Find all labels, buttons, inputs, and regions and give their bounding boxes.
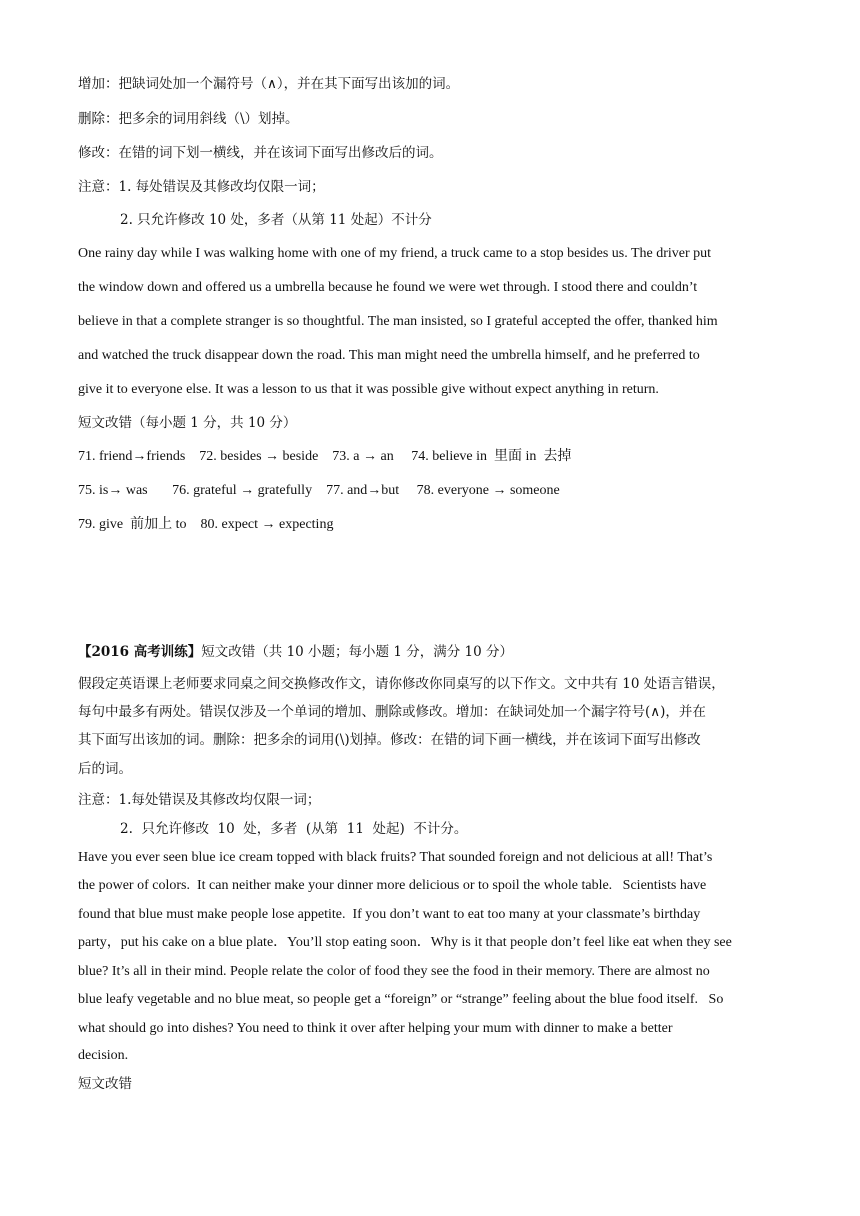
passage2-line-6: blue leafy vegetable and no blue meat, so people get a “foreign” or “strange” feeling about the blue food itself. So [78,992,724,1007]
passage2-line-8: decision. [78,1048,129,1063]
note-line-2: 2. 只允许修改 10 处，多者 (从第 11 处起) 不计分。 [120,821,468,837]
passage1-line-1: One rainy day while I was walking home with one of my friend, a truck came to a stop besides us. The driver put [78,246,712,261]
answer-line-3: 79. give 前加上 to 80. expect → expecting [78,517,334,532]
passage2-line-4: party，put his cake on a blue plate．You’ll stop eating soon．Why is it that people don’t feel like eat when they see [78,935,732,950]
note-line-1: 注意：1.每处错误及其修改均仅限一词； [78,792,321,808]
answer-heading: 短文改错（每小题 1 分，共 10 分） [78,415,297,431]
instructions-line-2: 每句中最多有两处。错误仅涉及一个单词的增加、删除或修改。增加：在缺词处加一个漏字符号(∧)，并在 [78,704,706,720]
answer-line-2: 75. is→ was 76. grateful → gratefully 77. and→but 78. everyone → someone [78,483,560,498]
rule-add: 增加：把缺词处加一个漏符号（∧），并在其下面写出该加的词。 [78,76,460,92]
section2-title-rest: 短文改错（共 10 小题；每小题 1 分，满分 10 分） [201,644,513,660]
section2-title-bold: 【2016 高考训练】 [78,644,202,660]
passage1-line-5: give it to everyone else. It was a lesson to us that it was possible give without expect anything in return. [78,382,659,397]
passage2-line-7: what should go into dishes? You need to think it over after helping your mum with dinner to make a better [78,1021,673,1036]
instructions-line-4: 后的词。 [78,761,132,777]
rule-delete: 删除：把多余的词用斜线（\）划掉。 [78,111,299,127]
rule-note-1: 注意：1. 每处错误及其修改均仅限一词； [78,179,325,195]
passage1-line-3: believe in that a complete stranger is so thoughtful. The man insisted, so I grateful accepted the offer, thanked him [78,314,718,329]
passage1-line-4: and watched the truck disappear down the road. This man might need the umbrella himself, and he preferred to [78,348,700,363]
section2-title [78,643,513,661]
section2-answer-heading: 短文改错 [78,1076,132,1092]
instructions-line-3: 其下面写出该加的词。删除：把多余的词用(\)划掉。修改：在错的词下画一横线，并在该词下面写出修改 [78,732,701,748]
passage2-line-2: the power of colors. It can neither make your dinner more delicious or to spoil the whole table. Scientists have [78,878,707,893]
instructions-line-1: 假段定英语课上老师要求同桌之间交换修改作文，请你修改你同桌写的以下作文。文中共有 10 处语言错误， [78,676,725,692]
passage2-line-5: blue? It’s all in their mind. People relate the color of food they see the food in their memory. There are almost no [78,964,710,979]
passage1-line-2: the window down and offered us a umbrella because he found we were wet through. I stood there and couldn’t [78,280,698,295]
passage2-line-3: found that blue must make people lose appetite. If you don’t want to eat too many at your classmate’s birthday [78,907,701,922]
rule-modify: 修改：在错的词下划一横线，并在该词下面写出修改后的词。 [78,145,443,161]
passage2-line-1: Have you ever seen blue ice cream topped with black fruits? That sounded foreign and not delicious at all! That’s [78,850,713,865]
rule-note-2: 2. 只允许修改 10 处，多者（从第 11 处起）不计分 [120,212,432,228]
answer-line-1: 71. friend→friends 72. besides → beside 73. a → an 74. believe in 里面 in 去掉 [78,449,572,464]
